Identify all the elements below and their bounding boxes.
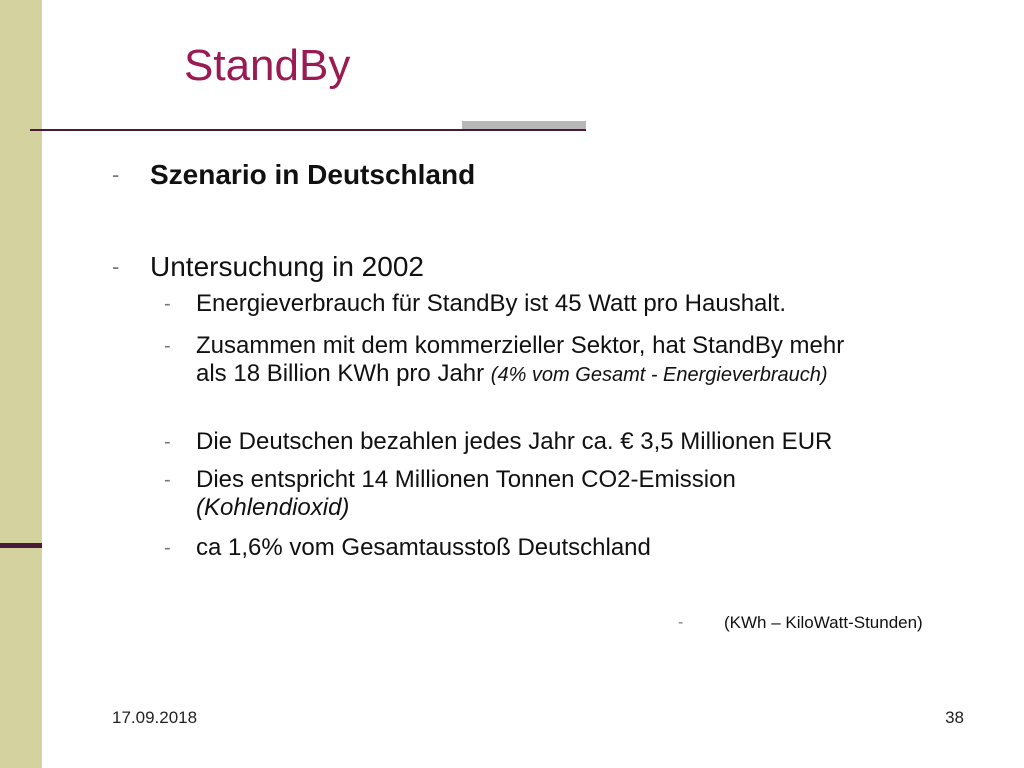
bullet-item [164, 332, 854, 389]
bullet-item [164, 466, 854, 522]
footnote-text: (KWh – KiloWatt-Stunden) [724, 613, 923, 632]
bullet-text: ca 1,6% vom Gesamtausstoß Deutschland [196, 534, 651, 561]
dash-marker: - [164, 335, 171, 357]
page-number: 38 [945, 708, 964, 727]
footnote-item [678, 612, 978, 634]
bullet-item [164, 290, 964, 318]
bullet-item [164, 428, 984, 456]
bullet-item [164, 534, 964, 562]
dash-marker: - [164, 469, 171, 491]
bullet-text: Die Deutschen bezahlen jedes Jahr ca. € 3,5 Millionen EUR [196, 428, 833, 455]
title-divider [30, 129, 586, 131]
sidebar-marker [0, 543, 42, 548]
dash-marker: - [112, 254, 120, 279]
bullet-text [196, 466, 854, 522]
dash-marker: - [112, 162, 120, 187]
section-label: Untersuchung in 2002 [150, 251, 424, 282]
sidebar-band [0, 0, 42, 768]
dash-marker: - [164, 431, 171, 453]
bullet-main: Zusammen mit dem kommerzieller Sektor, hat StandBy mehr als 18 Billion KWh pro Jahr [196, 332, 845, 387]
dash-marker: - [164, 293, 171, 315]
slide-heading: Szenario in Deutschland [150, 159, 476, 190]
dash-marker: - [164, 537, 171, 559]
title-divider-accent [462, 121, 586, 129]
footer-date: 17.09.2018 [112, 708, 198, 727]
section-item [112, 250, 992, 284]
bullet-text [196, 332, 854, 389]
slide-title: StandBy [184, 41, 351, 90]
dash-marker: - [678, 614, 684, 631]
bullet-main: Dies entspricht 14 Millionen Tonnen CO2-Emission [196, 466, 736, 493]
heading-item [112, 158, 992, 192]
bullet-note: (Kohlendioxid) [196, 494, 350, 521]
bullet-text: Energieverbrauch für StandBy ist 45 Watt pro Haushalt. [196, 290, 787, 317]
bullet-note: (4% vom Gesamt - Energieverbrauch) [490, 364, 828, 386]
